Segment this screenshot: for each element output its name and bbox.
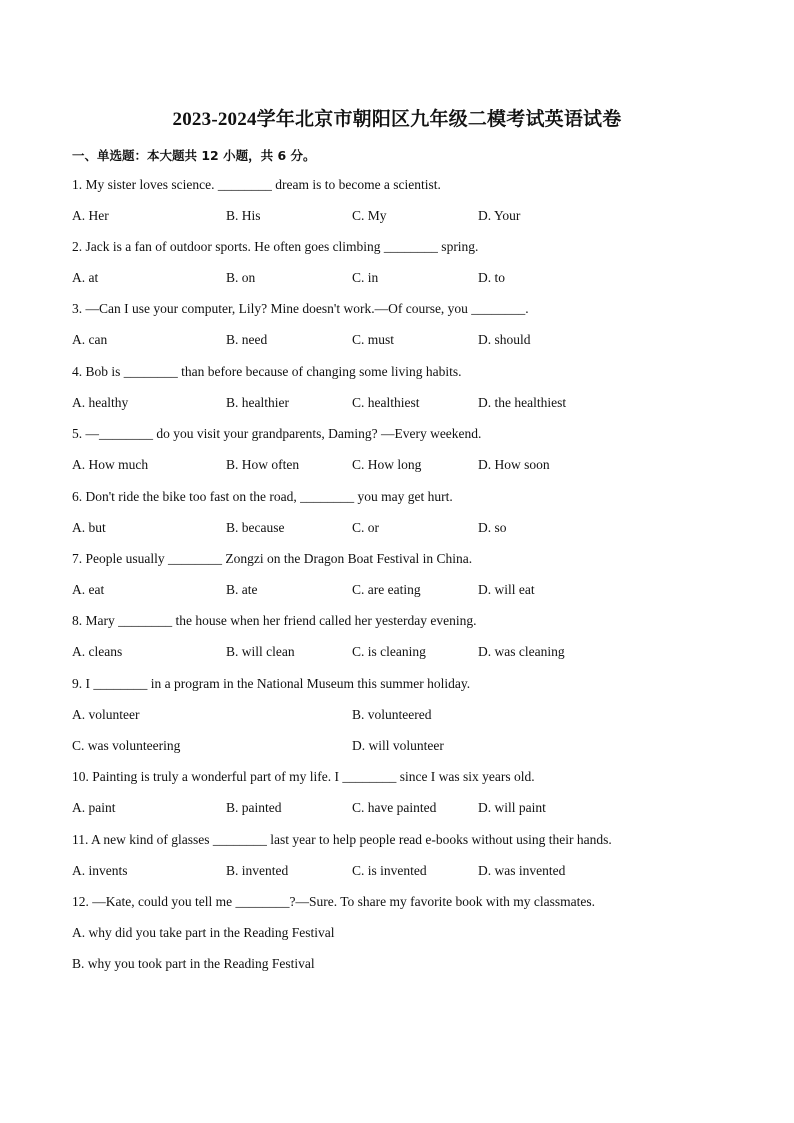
section-heading: 一、单选题：本大题共 12 小题，共 6 分。 — [72, 148, 316, 163]
question-1: 1. My sister loves science. ________ dream is to become a scientist. — [72, 177, 441, 192]
question-2: 2. Jack is a fan of outdoor sports. He often goes climbing ________ spring. — [72, 239, 479, 254]
option-4b[interactable]: B. healthier — [226, 395, 289, 410]
question-9: 9. I ________ in a program in the National Museum this summer holiday. — [72, 676, 471, 691]
option-2a[interactable]: A. at — [72, 270, 99, 285]
option-9c[interactable]: C. was volunteering — [72, 738, 181, 753]
option-4d[interactable]: D. the healthiest — [478, 395, 567, 410]
question-3: 3. —Can I use your computer, Lily? Mine doesn't work.—Of course, you ________. — [72, 301, 529, 316]
option-1c[interactable]: C. My — [352, 208, 387, 223]
option-6c[interactable]: C. or — [352, 520, 379, 535]
option-4c[interactable]: C. healthiest — [352, 395, 420, 410]
option-6d[interactable]: D. so — [478, 520, 507, 535]
option-7b[interactable]: B. ate — [226, 582, 258, 597]
question-7: 7. People usually ________ Zongzi on the Dragon Boat Festival in China. — [72, 551, 473, 566]
option-3c[interactable]: C. must — [352, 332, 395, 347]
option-7d[interactable]: D. will eat — [478, 582, 535, 597]
question-8: 8. Mary ________ the house when her friend called her yesterday evening. — [72, 613, 477, 628]
option-8c[interactable]: C. is cleaning — [352, 644, 426, 659]
option-10a[interactable]: A. paint — [72, 800, 116, 815]
option-5c[interactable]: C. How long — [352, 457, 422, 472]
option-12a[interactable]: A. why did you take part in the Reading Festival — [72, 925, 335, 940]
option-8a[interactable]: A. cleans — [72, 644, 123, 659]
option-11d[interactable]: D. was invented — [478, 863, 566, 878]
option-4a[interactable]: A. healthy — [72, 395, 129, 410]
option-8b[interactable]: B. will clean — [226, 644, 295, 659]
option-11b[interactable]: B. invented — [226, 863, 289, 878]
option-3b[interactable]: B. need — [226, 332, 268, 347]
option-11c[interactable]: C. is invented — [352, 863, 427, 878]
option-1a[interactable]: A. Her — [72, 208, 109, 223]
option-1b[interactable]: B. His — [226, 208, 261, 223]
option-11a[interactable]: A. invents — [72, 863, 128, 878]
option-2c[interactable]: C. in — [352, 270, 379, 285]
question-5: 5. —________ do you visit your grandparents, Daming? —Every weekend. — [72, 426, 482, 441]
option-2d[interactable]: D. to — [478, 270, 505, 285]
option-10b[interactable]: B. painted — [226, 800, 282, 815]
option-7a[interactable]: A. eat — [72, 582, 105, 597]
question-11: 11. A new kind of glasses ________ last year to help people read e-books without using their hands. — [72, 832, 612, 847]
exam-title: 2023-2024学年北京市朝阳区九年级二模考试英语试卷 — [172, 109, 622, 130]
option-9a[interactable]: A. volunteer — [72, 707, 140, 722]
option-6b[interactable]: B. because — [226, 520, 285, 535]
option-2b[interactable]: B. on — [226, 270, 256, 285]
option-8d[interactable]: D. was cleaning — [478, 644, 565, 659]
question-4: 4. Bob is ________ than before because of changing some living habits. — [72, 364, 462, 379]
option-10d[interactable]: D. will paint — [478, 800, 546, 815]
option-1d[interactable]: D. Your — [478, 208, 521, 223]
option-3a[interactable]: A. can — [72, 332, 108, 347]
option-3d[interactable]: D. should — [478, 332, 531, 347]
option-5d[interactable]: D. How soon — [478, 457, 550, 472]
option-12b[interactable]: B. why you took part in the Reading Festival — [72, 956, 315, 971]
option-5b[interactable]: B. How often — [226, 457, 300, 472]
option-9d[interactable]: D. will volunteer — [352, 738, 444, 753]
option-9b[interactable]: B. volunteered — [352, 707, 432, 722]
option-7c[interactable]: C. are eating — [352, 582, 421, 597]
question-12: 12. —Kate, could you tell me ________?—Sure. To share my favorite book with my classmates. — [72, 894, 595, 909]
option-5a[interactable]: A. How much — [72, 457, 149, 472]
question-6: 6. Don't ride the bike too fast on the road, ________ you may get hurt. — [72, 489, 453, 504]
option-10c[interactable]: C. have painted — [352, 800, 437, 815]
question-10: 10. Painting is truly a wonderful part of my life. I ________ since I was six years old. — [72, 769, 535, 784]
option-6a[interactable]: A. but — [72, 520, 106, 535]
